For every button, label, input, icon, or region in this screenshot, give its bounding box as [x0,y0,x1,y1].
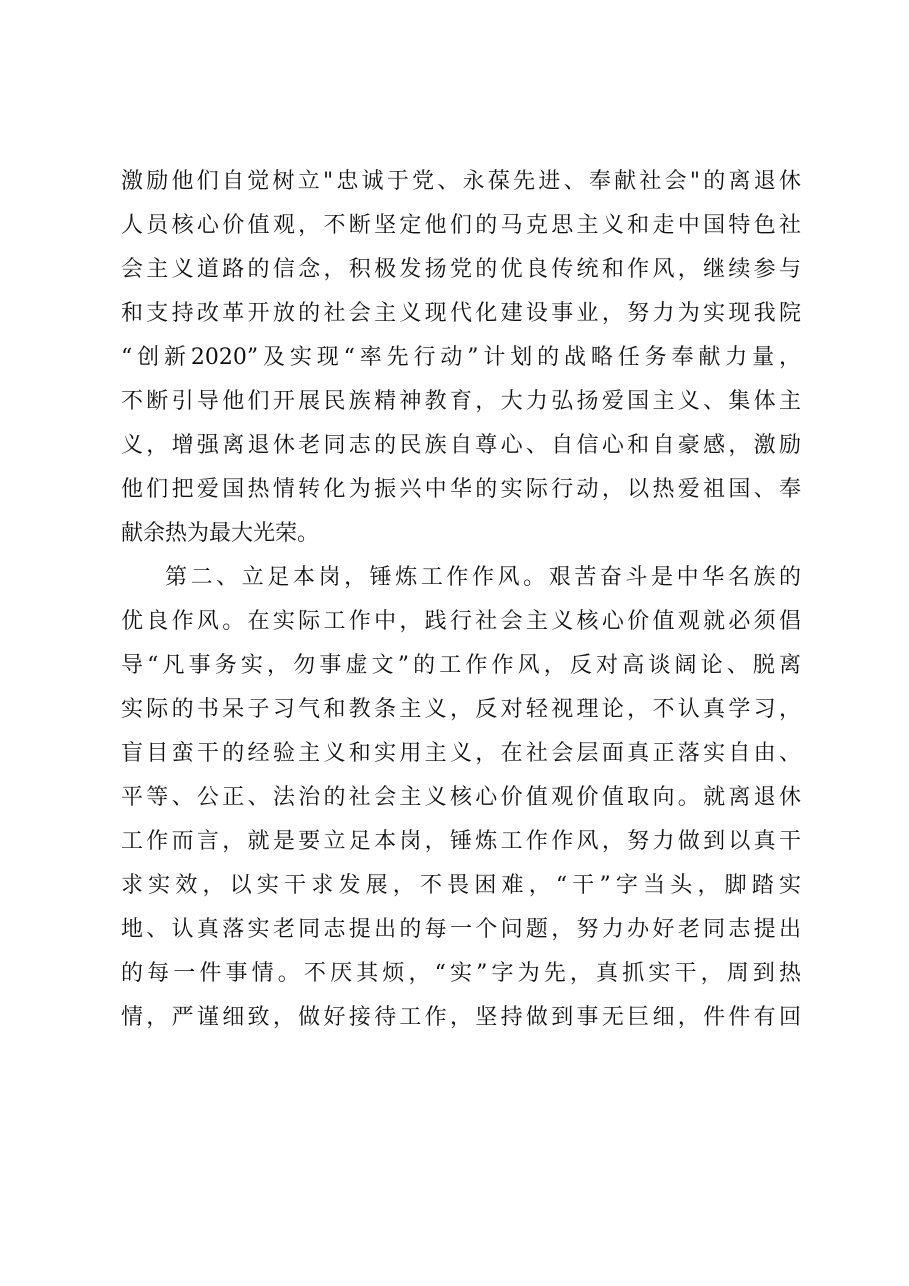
text-line: 工作而言，就是要立足本岗，锤炼工作作风，努力做到以真干 [121,829,801,854]
text-line: 会主义道路的信念，积极发扬党的优良传统和作风，继续参与 [121,257,801,282]
text-line: 盲目蛮干的经验主义和实用主义，在社会层面真正落实自由、 [121,741,801,766]
text-line: 导“凡事务实，勿事虚文”的工作作风，反对高谈阔论、脱离 [121,653,801,678]
text-line: 人员核心价值观，不断坚定他们的马克思主义和走中国特色社 [121,213,801,238]
text-line: 他们把爱国热情转化为振兴中华的实际行动，以热爱祖国、奉 [121,477,801,502]
text-line: 平等、公正、法治的社会主义核心价值观价值取向。就离退休 [121,785,801,810]
paragraph-end-line: 献余热为最大光荣。 [121,521,320,546]
text-line: 情，严谨细致，做好接待工作，坚持做到事无巨细，件件有回 [121,1005,801,1030]
text-line: 的每一件事情。不厌其烦，“实”字为先，真抓实干，周到热 [121,961,801,986]
text-line: 不断引导他们开展民族精神教育，大力弘扬爱国主义、集体主 [121,389,801,414]
text-line: “创新2020”及实现“率先行动”计划的战略任务奉献力量， [121,345,801,370]
text-line: 实际的书呆子习气和教条主义，反对轻视理论，不认真学习， [121,697,801,722]
text-line: 求实效，以实干求发展，不畏困难，“干”字当头，脚踏实 [121,873,801,898]
text-line: 激励他们自觉树立"忠诚于党、永葆先进、奉献社会"的离退休 [121,169,801,194]
text-line: 优良作风。在实际工作中，践行社会主义核心价值观就必须倡 [121,609,801,634]
paragraph-first-line: 第二、立足本岗，锤炼工作作风。艰苦奋斗是中华名族的 [165,565,801,590]
text-line: 和支持改革开放的社会主义现代化建设事业，努力为实现我院 [121,301,801,326]
text-line: 义，增强离退休老同志的民族自尊心、自信心和自豪感，激励 [121,433,801,458]
body-text [121,160,801,1040]
text-line: 地、认真落实老同志提出的每一个问题，努力办好老同志提出 [121,917,801,942]
